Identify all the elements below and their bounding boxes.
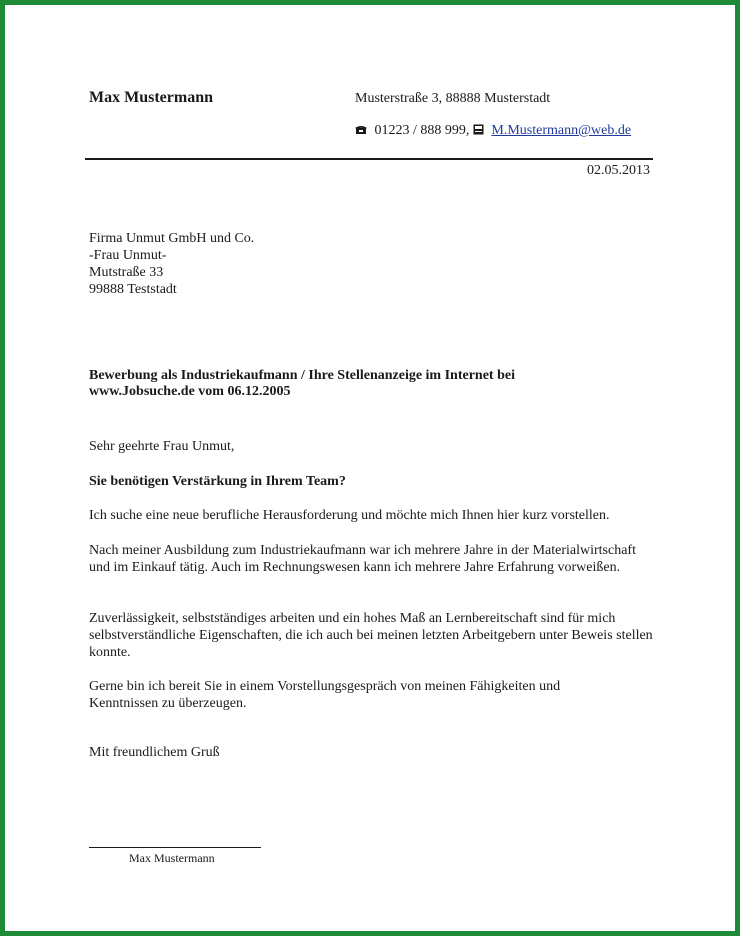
signature-line xyxy=(89,847,261,848)
recipient-address xyxy=(89,230,254,298)
telephone-icon xyxy=(355,124,367,140)
signature-name: Max Mustermann xyxy=(129,851,215,865)
email-link[interactable]: M.Mustermann@web.de xyxy=(491,123,632,138)
phone-number: 01223 / 888 999, xyxy=(374,123,470,138)
recipient-company: Firma Unmut GmbH und Co. xyxy=(89,231,255,246)
header-divider xyxy=(85,158,653,160)
fax-icon xyxy=(473,124,484,140)
subject-line-2: www.Jobsuche.de vom 06.12.2005 xyxy=(89,384,291,399)
salutation: Sehr geehrte Frau Unmut, xyxy=(89,439,235,454)
paragraph-interview: Gerne bin ich bereit Sie in einem Vorstellungsgespräch von meinen Fähigkeiten und Kenntnissen zu überzeugen. xyxy=(89,679,561,711)
subject-line xyxy=(89,368,569,400)
closing: Mit freundlichem Gruß xyxy=(89,745,220,760)
sender-address: Musterstraße 3, 88888 Musterstadt xyxy=(355,91,551,106)
contact-line xyxy=(355,123,631,140)
paragraph-experience: Nach meiner Ausbildung zum Industriekaufmann war ich mehrere Jahre in der Materialwirtschaft und im Einkauf tätig. Auch im Rechnungswesen kann ich mehrere Jahre Erfahrung vorweißen. xyxy=(89,543,636,575)
sender-name: Max Mustermann xyxy=(89,89,213,106)
subject-line-1: Bewerbung als Industriekaufmann / Ihre Stellenanzeige im Internet bei xyxy=(89,368,515,383)
recipient-city: 99888 Teststadt xyxy=(89,282,177,297)
paragraph-qualities: Zuverlässigkeit, selbstständiges arbeiten und ein hohes Maß an Lernbereitschaft sind für mich selbstverständliche Eigenschaften, die ich auch bei meinen letzten Arbeitgebern unter Beweis stellen konnte. xyxy=(89,611,653,660)
letter-date: 02.05.2013 xyxy=(587,163,650,178)
letter-headline: Sie benötigen Verstärkung in Ihrem Team? xyxy=(89,474,346,489)
recipient-street: Mutstraße 33 xyxy=(89,265,164,280)
paragraph-intro: Ich suche eine neue berufliche Herausforderung und möchte mich Ihnen hier kurz vorstellen. xyxy=(89,508,610,523)
recipient-contact: -Frau Unmut- xyxy=(89,248,167,263)
